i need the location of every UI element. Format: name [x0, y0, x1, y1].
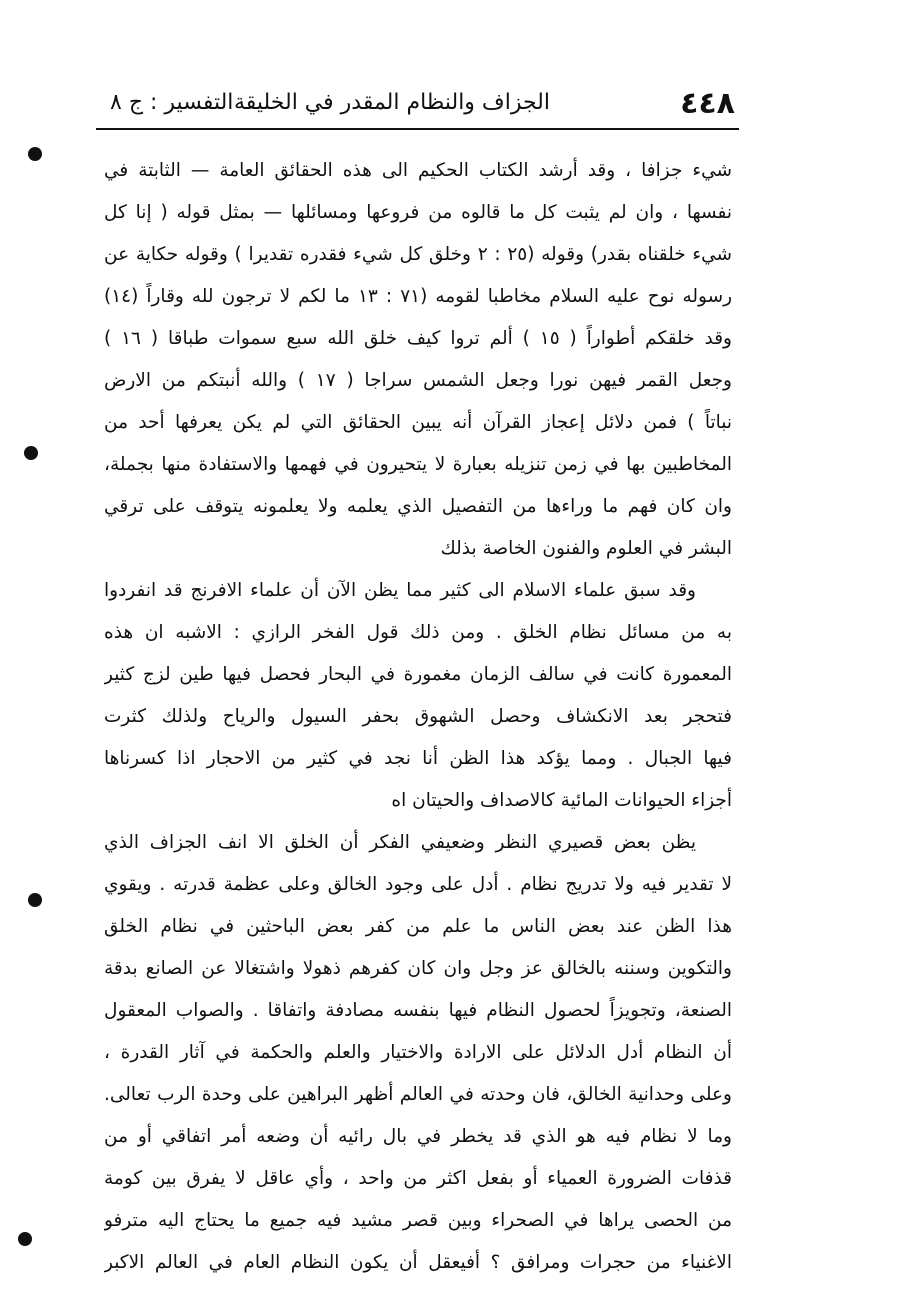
page-header: [110, 86, 735, 122]
text-line: أن النظام أدل الدلائل على الارادة والاختيار والعلم والحكمة في آثار القدرة ،: [104, 1042, 732, 1063]
text-line: وان كان فهم ما وراءها من التفصيل الذي يعلمه ولا يعلمونه يتوقف على ترقي: [104, 496, 732, 517]
punch-hole-mark: [28, 147, 42, 161]
text-line: المخاطبين بها في زمن تنزيله بعبارة لا يتحيرون في فهمها والاستفادة منها بجملة،: [104, 454, 732, 475]
punch-hole-mark: [18, 1232, 32, 1246]
header-rule: [96, 128, 739, 130]
text-line: من الحصى يراها في الصحراء وبين قصر مشيد فيه جميع ما يحتاج اليه مترفو: [104, 1210, 732, 1231]
book-reference: التفسير : ج ٨: [110, 90, 234, 115]
text-line: نفسها ، وان لم يثبت كل ما قالوه من فروعها ومسائلها — بمثل قوله ( إنا كل: [104, 202, 732, 223]
text-line: وقد خلقكم أطواراً ( ١٥ ) ألم تروا كيف خلق الله سبع سموات طباقا ( ١٦ ): [104, 328, 732, 349]
text-line: شيء خلقناه بقدر) وقوله (٢٥ : ٢ وخلق كل شيء فقدره تقديرا ) وقوله حكاية عن: [104, 244, 732, 265]
text-line: المعمورة كانت في سالف الزمان مغمورة في البحار فحصل فيها طين لزج كثير: [104, 664, 732, 685]
text-line: نباتاً ) فمن دلائل إعجاز القرآن أنه يبين الحقائق التي لم يكن يعرفها أحد من: [104, 412, 732, 433]
text-line: وما لا نظام فيه هو الذي قد يخطر في بال رائيه أن وضعه أمر اتفاقي أو من: [104, 1126, 732, 1147]
text-line: وجعل القمر فيهن نورا وجعل الشمس سراجا ( ١٧ ) والله أنبتكم من الارض: [104, 370, 732, 391]
punch-hole-mark: [24, 446, 38, 460]
text-line: وقد سبق علماء الاسلام الى كثير مما يظن الآن أن علماء الافرنج قد انفردوا: [104, 580, 696, 601]
text-line: فيها الجبال . ومما يؤكد هذا الظن أنا نجد في كثير من الاحجار اذا كسرناها: [104, 748, 732, 769]
text-line: الاغنياء من حجرات ومرافق ؟ أفيعقل أن يكون النظام العام في العالم الاكبر: [104, 1252, 732, 1273]
text-line: يظن بعض قصيري النظر وضعيفي الفكر أن الخلق الا انف الجزاف الذي: [104, 832, 696, 853]
text-line: الصنعة، وتجويزاً لحصول النظام فيها بنفسه مصادفة واتفاقا . والصواب المعقول: [104, 1000, 732, 1021]
text-line: رسوله نوح عليه السلام مخاطبا لقومه (٧١ : ١٣ ما لكم لا ترجون لله وقاراً (١٤): [104, 286, 732, 307]
text-line: لا تقدير فيه ولا تدريج نظام . أدل على وجود الخالق وعلى عظمة قدرته . ويقوي: [104, 874, 732, 895]
text-line: به من مسائل نظام الخلق . ومن ذلك قول الفخر الرازي : الاشبه ان هذه: [104, 622, 732, 643]
text-line: هذا الظن عند بعض الناس ما علم من كفر بعض الباحثين في نظام الخلق: [104, 916, 732, 937]
text-line: وعلى وحدانية الخالق، فان وحدته في العالم أظهر البراهين على وحدة الرب تعالى.: [104, 1084, 732, 1105]
text-line: قذفات الضرورة العمياء أو بفعل اكثر من واحد ، وأي عاقل لا يفرق بين كومة: [104, 1168, 732, 1189]
body-text: [104, 150, 732, 1284]
running-title: الجزاف والنظام المقدر في الخليقة: [233, 90, 550, 115]
text-line: والتكوين وسننه بالخالق عز وجل وان كان كفرهم ذهولا واشتغالا عن الصانع بدقة: [104, 958, 732, 979]
page-number: ٤٤٨: [680, 86, 735, 121]
text-line: البشر في العلوم والفنون الخاصة بذلك: [440, 538, 732, 559]
text-line: أجزاء الحيوانات المائية كالاصداف والحيتان اه: [391, 790, 732, 811]
text-line: فتحجر بعد الانكشاف وحصل الشهوق بحفر السيول والرياح ولذلك كثرت: [104, 706, 732, 727]
punch-hole-mark: [28, 893, 42, 907]
text-line: شيء جزافا ، وقد أرشد الكتاب الحكيم الى هذه الحقائق العامة — الثابتة في: [104, 160, 732, 181]
